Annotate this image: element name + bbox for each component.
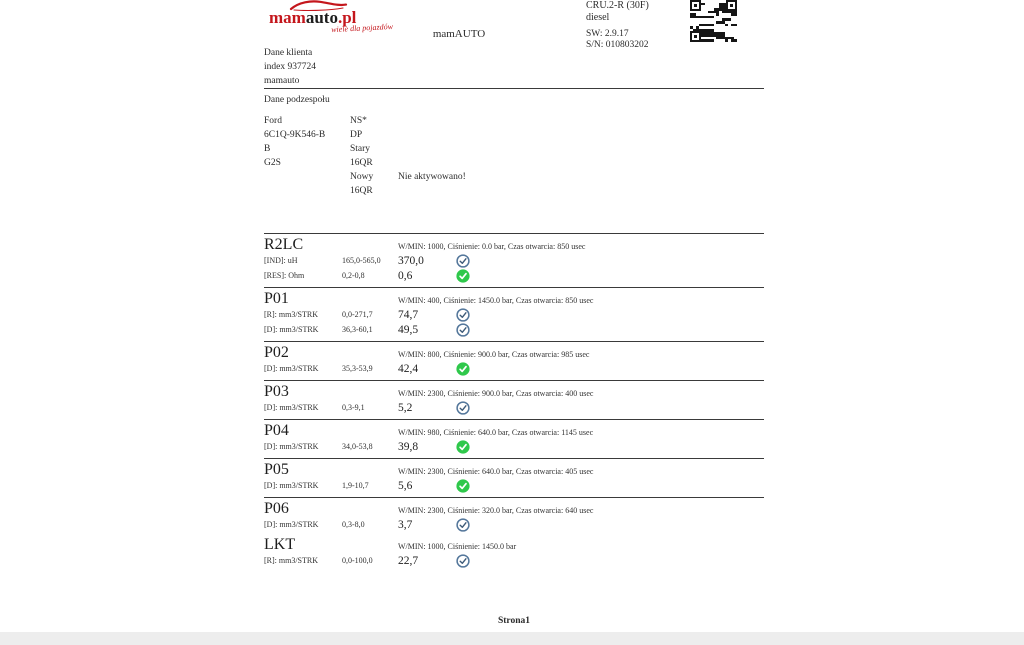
section-conditions: W/MIN: 400, Ciśnienie: 1450.0 bar, Czas otwarcia: 850 usec	[398, 296, 594, 305]
test-section	[264, 339, 764, 378]
section-divider	[264, 380, 764, 381]
device-sw: SW: 2.9.17	[586, 29, 629, 39]
header-divider	[264, 88, 764, 89]
row-label: [D]: mm3/STRK	[264, 364, 319, 373]
section-title: P01	[264, 290, 289, 307]
component-new-code: 16QR	[350, 186, 373, 196]
spacer	[264, 198, 764, 231]
section-divider	[264, 233, 764, 234]
test-section	[264, 417, 764, 456]
test-section	[264, 378, 764, 417]
component-new-label: Nowy	[350, 172, 374, 182]
row-label: [D]: mm3/STRK	[264, 442, 319, 451]
row-label: [D]: mm3/STRK	[264, 325, 319, 334]
section-title: LKT	[264, 536, 296, 553]
test-row	[264, 400, 764, 415]
logo-tagline: wiele dla pojazdów	[330, 21, 394, 35]
test-row	[264, 361, 764, 376]
logo-part-pl: .pl	[337, 8, 357, 27]
row-label: [D]: mm3/STRK	[264, 403, 319, 412]
row-label: [R]: mm3/STRK	[264, 556, 319, 565]
section-title: P04	[264, 422, 289, 439]
component-old-code: 16QR	[350, 158, 373, 168]
row-range: 35,3-53,9	[342, 364, 373, 373]
row-range: 0,0-100,0	[342, 556, 373, 565]
section-header	[264, 500, 764, 517]
test-section	[264, 534, 764, 570]
row-range: 0,3-8,0	[342, 520, 365, 529]
device-fuel: diesel	[586, 12, 610, 23]
section-divider	[264, 287, 764, 288]
component-make: Ford	[264, 116, 282, 126]
section-rows	[264, 253, 764, 283]
section-title: P06	[264, 500, 289, 517]
section-divider	[264, 497, 764, 498]
document-content	[264, 0, 764, 626]
section-conditions: W/MIN: 800, Ciśnienie: 900.0 bar, Czas otwarcia: 985 usec	[398, 350, 590, 359]
row-value: 0,6	[398, 269, 413, 282]
result-check-icon	[456, 362, 470, 376]
result-check-icon	[456, 479, 470, 493]
section-rows	[264, 400, 764, 415]
section-conditions: W/MIN: 2300, Ciśnienie: 320.0 bar, Czas otwarcia: 640 usec	[398, 506, 594, 515]
section-conditions: W/MIN: 1000, Ciśnienie: 0.0 bar, Czas otwarcia: 850 usec	[398, 242, 586, 251]
section-title: P05	[264, 461, 289, 478]
activation-note: Nie aktywowano!	[398, 172, 466, 182]
section-header	[264, 422, 764, 439]
test-row	[264, 268, 764, 283]
row-range: 165,0-565,0	[342, 256, 381, 265]
component-data-title: Dane podzespołu	[264, 95, 330, 105]
test-section	[264, 456, 764, 495]
row-value: 5,2	[398, 401, 413, 414]
result-check-icon	[456, 440, 470, 454]
header-center-title: mamAUTO	[432, 28, 486, 40]
result-check-icon	[456, 554, 470, 568]
component-dp: DP	[350, 130, 363, 140]
result-check-icon	[456, 323, 470, 337]
device-info	[586, 0, 649, 51]
row-range: 0,2-0,8	[342, 271, 365, 280]
row-value: 39,8	[398, 440, 419, 453]
row-range: 0,3-9,1	[342, 403, 365, 412]
report-header	[264, 0, 764, 50]
section-header	[264, 383, 764, 400]
client-data-title: Dane klienta	[264, 48, 313, 58]
client-index: index 937724	[264, 62, 316, 72]
client-data	[264, 46, 764, 88]
section-conditions: W/MIN: 2300, Ciśnienie: 900.0 bar, Czas otwarcia: 400 usec	[398, 389, 594, 398]
section-divider	[264, 341, 764, 342]
device-versions	[586, 29, 649, 51]
test-row	[264, 253, 764, 268]
result-check-icon	[456, 254, 470, 268]
component-part-number: 6C1Q-9K546-B	[264, 130, 326, 140]
section-conditions: W/MIN: 980, Ciśnienie: 640.0 bar, Czas otwarcia: 1145 usec	[398, 428, 594, 437]
device-model: CRU.2-R (30F)	[586, 0, 649, 11]
component-ns: NS*	[350, 116, 367, 126]
logo-part-auto: auto	[305, 8, 338, 27]
row-label: [D]: mm3/STRK	[264, 481, 319, 490]
test-row	[264, 478, 764, 493]
section-header	[264, 290, 764, 307]
row-range: 1,9-10,7	[342, 481, 369, 490]
result-check-icon	[456, 269, 470, 283]
row-value: 3,7	[398, 518, 413, 531]
section-title: P03	[264, 383, 289, 400]
row-label: [RES]: Ohm	[264, 271, 305, 280]
test-row	[264, 517, 764, 532]
section-rows	[264, 553, 764, 568]
sections	[264, 231, 764, 570]
section-rows	[264, 361, 764, 376]
section-conditions: W/MIN: 2300, Ciśnienie: 640.0 bar, Czas otwarcia: 405 usec	[398, 467, 594, 476]
result-check-icon	[456, 308, 470, 322]
row-value: 370,0	[398, 254, 424, 267]
component-old-label: Stary	[350, 144, 371, 154]
component-code: G2S	[264, 158, 281, 168]
test-row	[264, 553, 764, 568]
test-row	[264, 322, 764, 337]
section-rows	[264, 307, 764, 337]
qr-finder-icon	[726, 0, 737, 11]
row-value: 5,6	[398, 479, 413, 492]
mamauto-logo	[269, 0, 399, 34]
component-class: B	[264, 144, 271, 154]
row-label: [R]: mm3/STRK	[264, 310, 319, 319]
component-col-left	[264, 114, 350, 198]
test-row	[264, 307, 764, 322]
page-number: Strona1	[497, 616, 531, 626]
section-title: R2LC	[264, 236, 304, 253]
section-rows	[264, 478, 764, 493]
row-value: 22,7	[398, 554, 419, 567]
row-value: 42,4	[398, 362, 419, 375]
section-divider	[264, 458, 764, 459]
section-title: P02	[264, 344, 289, 361]
section-rows	[264, 517, 764, 532]
test-section	[264, 231, 764, 285]
test-row	[264, 439, 764, 454]
section-rows	[264, 439, 764, 454]
section-header	[264, 536, 764, 553]
test-section	[264, 495, 764, 534]
qr-finder-icon	[690, 31, 701, 42]
bottom-strip	[0, 632, 1024, 645]
row-label: [D]: mm3/STRK	[264, 520, 319, 529]
section-header	[264, 344, 764, 361]
row-range: 36,3-60,1	[342, 325, 373, 334]
component-col-right	[350, 114, 398, 198]
row-range: 34,0-53,8	[342, 442, 373, 451]
component-data	[264, 114, 764, 198]
logo-part-mam: mam	[269, 8, 306, 27]
section-divider	[264, 419, 764, 420]
device-sn: S/N: 010803202	[586, 40, 649, 50]
client-name: mamauto	[264, 76, 300, 86]
row-range: 0,0-271,7	[342, 310, 373, 319]
row-label: [IND]: uH	[264, 256, 298, 265]
row-value: 49,5	[398, 323, 419, 336]
row-value: 74,7	[398, 308, 419, 321]
result-check-icon	[456, 401, 470, 415]
section-header	[264, 461, 764, 478]
section-conditions: W/MIN: 1000, Ciśnienie: 1450.0 bar	[398, 542, 517, 551]
qr-finder-icon	[690, 0, 701, 11]
section-header	[264, 236, 764, 253]
test-section	[264, 285, 764, 339]
result-check-icon	[456, 518, 470, 532]
